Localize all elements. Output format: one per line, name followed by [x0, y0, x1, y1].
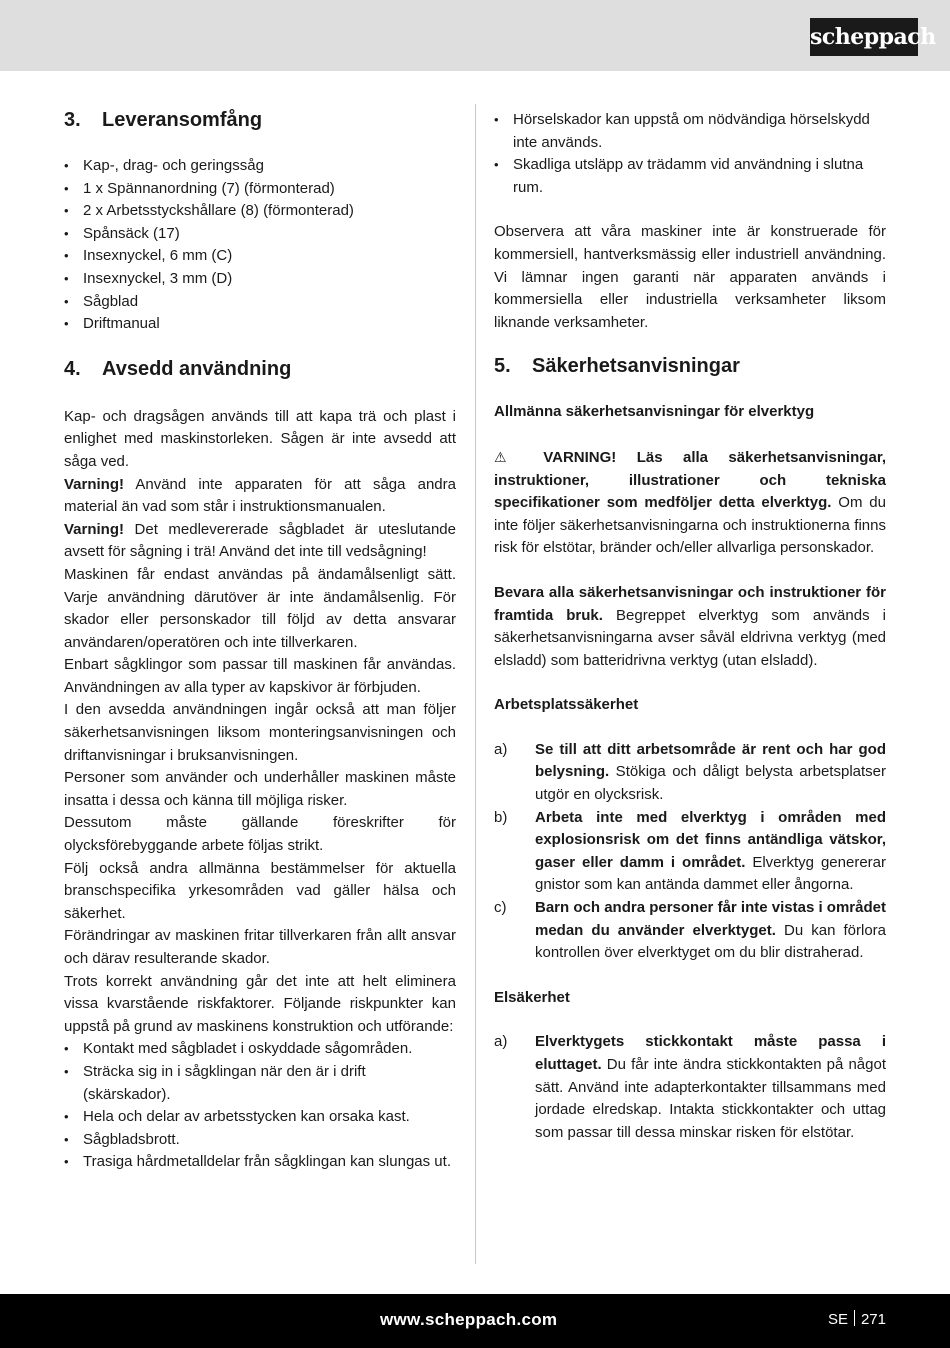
warning-text: Använd inte apparaten för att såga andra material än vad som står i instruktionsmanualen. [64, 475, 456, 516]
risk-list [64, 1038, 456, 1174]
section-title: Leveransomfång [102, 109, 263, 131]
paragraph: Kap- och dragsågen används till att kapa trä och plast i enlighet med maskinstorleken. Sågen är inte avsedd att såga ved. [64, 407, 456, 470]
item-text [535, 807, 886, 897]
item-body: Du kan förlora kontrollen över elverktyget om du blir distraherad. [535, 921, 886, 962]
item-text [535, 897, 886, 965]
section-5-heading [494, 351, 886, 381]
item-bold: Elverktygets stickkontakt måste passa i eluttaget. [535, 1033, 886, 1073]
workplace-safety-list [494, 739, 886, 965]
item-text [535, 1031, 886, 1144]
list-item [494, 897, 886, 965]
item-bold: Barn och andra personer får inte vistas i området medan du använder elverktyget. [535, 899, 886, 939]
item-bold: Se till att ditt arbetsområde är rent och har god belysning. [535, 740, 886, 781]
page-number [828, 1309, 886, 1332]
list-item [494, 1031, 886, 1144]
keep-text: Begreppet elverktyg som används i säkerhetsanvisningarna avser såväl eldrivna verktyg (med elsladd) som batteridrivna verktyg (utan elsladd). [494, 606, 886, 669]
warning-label: Varning! [64, 520, 125, 538]
warning-paragraph [494, 446, 886, 560]
page-num: 271 [860, 1311, 886, 1328]
list-item: • 2 x Arbetsstyckshållare (8) (förmonterad) [64, 200, 456, 223]
section-title: Avsedd användning [102, 357, 292, 380]
keep-bold-text: Bevara alla säkerhetsanvisningar och instruktioner för framtida bruk. [494, 583, 886, 624]
list-item: • Trasiga hårdmetalldelar från sågklingan kan slungas ut. [64, 1151, 456, 1174]
risk-list-continued [494, 109, 886, 199]
general-safety-heading: Allmänna säkerhetsanvisningar för elverktyg [494, 403, 815, 421]
language-code: SE [827, 1311, 848, 1328]
right-column [494, 109, 886, 1144]
item-body: Elverktyg genererar gnistor som kan antända dammet eller ångorna. [535, 853, 886, 894]
item-body: Stökiga och dåligt belysta arbetsplatser utgör en olycksrisk. [535, 763, 886, 804]
list-item: • Sågbladsbrott. [64, 1129, 456, 1152]
keep-instructions-paragraph [494, 582, 886, 672]
intended-use-body [64, 406, 456, 1174]
delivery-list [64, 155, 456, 336]
warning-bold-text: VARNING! Läs alla säkerhetsanvisningar, instruktioner, illustrationer och tekniska specifikationer som medföljer detta elverktyg. [494, 448, 886, 512]
item-letter: c) [494, 899, 507, 917]
warning-label: Varning! [64, 475, 125, 493]
warning-text: Om du inte följer säkerhetsanvisningarna och instruktionerna finns risk för elstötar, bränder och/eller allvarliga personskador. [494, 494, 886, 557]
list-item: • Driftmanual [64, 313, 456, 336]
paragraph: Följ också andra allmänna bestämmelser för aktuella branschspecifika yrkesområden vad gäller hälsa och säkerhet. [64, 859, 456, 922]
list-item: • Hörselskador kan uppstå om nödvändiga hörselskydd inte används. [494, 109, 886, 154]
paragraph: I den avsedda användningen ingår också att man följer säkerhetsanvisningen liksom monteringsanvisningen och driftanvisningar i bruksanvisningen. [64, 701, 456, 764]
list-item: • Sågblad [64, 291, 456, 314]
paragraph: Trots korrekt användning går det inte att helt eliminera vissa kvarstående riskfaktorer. Följande riskpunkter kan uppstå på grund av maskinens konstruktion och utförande: [64, 972, 456, 1035]
column-divider [475, 104, 476, 1264]
section-3-heading [64, 105, 456, 135]
section-title: Säkerhetsanvisningar [532, 355, 740, 378]
paragraph: Personer som använder och underhåller maskinen måste insatta i dessa och känna till möjliga risker. [64, 769, 456, 809]
list-item: • Spånsäck (17) [64, 223, 456, 246]
item-bold: Arbeta inte med elverktyg i områden med explosionsrisk om det finns antändliga vätskor, gaser eller damm i området. [535, 808, 886, 871]
warning-triangle-icon: ⚠ [494, 448, 523, 465]
paragraph: Maskinen får endast användas på ändamålsenligt sätt. Varje användning därutöver är inte ändamålsenlig. För skador eller personskador till följd av detta ansvarar användaren/operatören och inte tillverkaren. [64, 565, 456, 651]
scheppach-logo: scheppach [810, 18, 918, 56]
commercial-note: Observera att våra maskiner inte är konstruerade för kommersiell, hantverksmässig eller industriell användning. Vi lämnar ingen garanti när apparaten används i kommersiella eller industriella verksamheter liksom liknande verksamheter. [494, 223, 886, 331]
list-item: • Kap-, drag- och geringssåg [64, 155, 456, 178]
paragraph: Dessutom måste gällande föreskrifter för olycksförebyggande arbete följas strikt. [64, 814, 456, 855]
section-number: 4. [64, 357, 81, 380]
item-text [535, 739, 886, 807]
electrical-safety-list [494, 1031, 886, 1144]
warning-text: Det medlevererade sågbladet är uteslutande avsett för sågning i trä! Använd det inte till vedsågning! [64, 520, 456, 561]
paragraph: Förändringar av maskinen fritar tillverkaren från allt ansvar och därav resulterande skador. [64, 927, 456, 967]
item-body: Du får inte ändra stickkontakten på något sätt. Använd inte adapterkontakter tillsammans med jordade elredskap. Intakta stickkontakter och uttag som passar till dessa minskar risken för elstötar. [535, 1056, 886, 1141]
item-letter: b) [494, 808, 508, 826]
paragraph: Enbart sågklingor som passar till maskinen får användas. Användningen av alla typer av kapskivor är förbjuden. [64, 656, 456, 696]
list-item: • Insexnyckel, 3 mm (D) [64, 268, 456, 291]
list-item: • Sträcka sig in i sågklingan när den är i drift (skärskador). [64, 1061, 456, 1106]
section-number: 3. [64, 109, 81, 131]
page-header [0, 0, 950, 71]
list-item: • Kontakt med sågbladet i oskyddade sågområden. [64, 1038, 456, 1061]
website-link[interactable]: www.scheppach.com [380, 1310, 558, 1329]
warning-paragraph [64, 474, 456, 519]
list-item: • Insexnyckel, 6 mm (C) [64, 245, 456, 268]
list-item [494, 807, 886, 897]
electrical-safety-heading: Elsäkerhet [494, 988, 570, 1006]
item-letter: a) [494, 740, 508, 758]
section-number: 5. [494, 355, 511, 378]
list-item [494, 739, 886, 807]
item-letter: a) [494, 1033, 508, 1051]
page-footer [0, 1294, 950, 1348]
list-item: • Hela och delar av arbetsstycken kan orsaka kast. [64, 1106, 456, 1129]
left-column [64, 104, 456, 1174]
list-item: • 1 x Spännanordning (7) (förmonterad) [64, 178, 456, 201]
list-item: • Skadliga utsläpp av trädamm vid användning i slutna rum. [494, 154, 886, 199]
workplace-safety-heading: Arbetsplatssäkerhet [494, 696, 639, 714]
separator [854, 1310, 855, 1326]
section-4-heading [64, 354, 456, 384]
warning-paragraph [64, 519, 456, 564]
